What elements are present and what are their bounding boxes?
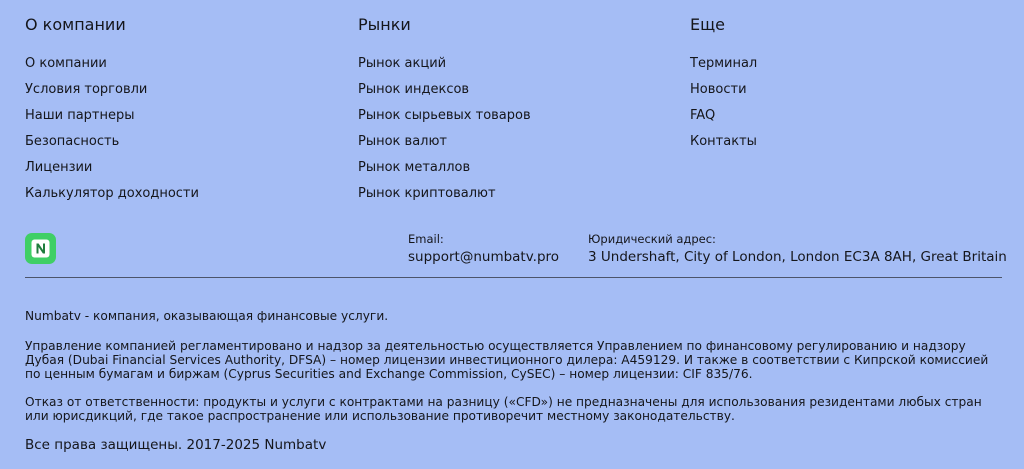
- footer-divider: [25, 277, 1002, 278]
- footer-link-partners[interactable]: Наши партнеры: [25, 108, 135, 123]
- copyright-text: Все права защищены. 2017-2025 Numbatv: [25, 437, 327, 453]
- address-label: Юридический адрес:: [588, 232, 716, 246]
- link-list: [690, 55, 757, 159]
- footer-link-about[interactable]: О компании: [25, 56, 107, 71]
- footer-link-crypto[interactable]: Рынок криптовалют: [358, 186, 496, 201]
- footer-link-faq[interactable]: FAQ: [690, 108, 716, 123]
- footer-link-stocks[interactable]: Рынок акций: [358, 56, 447, 71]
- regulation-text: Управление компанией регламентировано и надзор за деятельностью осуществляется Управлением по финансовому регулированию и надзору Дубая (Dubai Financial Services Authority, DFSA) – номер лицензии инвестиционного дилера: A459129. И также в соответствии с Кипрской комиссией по ценным бумагам и биржам (Cyprus Securities and Exchange Commission, CySEC) – номер лицензии: CIF 835/76.: [25, 339, 989, 381]
- footer-link-terminal[interactable]: Терминал: [690, 56, 758, 71]
- footer-link-licenses[interactable]: Лицензии: [25, 160, 93, 175]
- n-logo-icon[interactable]: [25, 233, 56, 264]
- column-title: Рынки: [358, 15, 411, 34]
- column-title: О компании: [25, 15, 126, 34]
- company-description: Numbatv - компания, оказывающая финансовые услуги.: [25, 309, 389, 323]
- footer-column-company: [25, 14, 199, 201]
- footer-link-contacts[interactable]: Контакты: [690, 134, 757, 149]
- footer-link-indices[interactable]: Рынок индексов: [358, 82, 470, 97]
- footer-link-currencies[interactable]: Рынок валют: [358, 134, 447, 149]
- link-list: [25, 55, 199, 211]
- footer-link-calculator[interactable]: Калькулятор доходности: [25, 186, 199, 201]
- footer-link-news[interactable]: Новости: [690, 82, 747, 97]
- footer-column-markets: [358, 14, 531, 201]
- email-label: Email:: [408, 232, 444, 246]
- n-glyph-icon: [30, 238, 51, 259]
- disclaimer-text: Отказ от ответственности: продукты и услуги с контрактами на разницу («CFD») не предназначены для использования резидентами любых стран или юрисдикций, где такое распространение или использование противоречит местному законодательству.: [25, 395, 982, 423]
- footer-link-metals[interactable]: Рынок металлов: [358, 160, 471, 175]
- link-list: [358, 55, 531, 211]
- contact-email-block: [408, 232, 559, 266]
- address-value: 3 Undershaft, City of London, London EC3A 8AH, Great Britain: [588, 249, 1007, 265]
- email-link[interactable]: support@numbatv.pro: [408, 249, 560, 265]
- footer-link-trading-conditions[interactable]: Условия торговли: [25, 82, 148, 97]
- column-title: Еще: [690, 15, 726, 34]
- footer-link-commodities[interactable]: Рынок сырьевых товаров: [358, 108, 531, 123]
- contact-address-block: [588, 232, 1007, 266]
- footer-column-more: [690, 14, 758, 149]
- footer-link-security[interactable]: Безопасность: [25, 134, 120, 149]
